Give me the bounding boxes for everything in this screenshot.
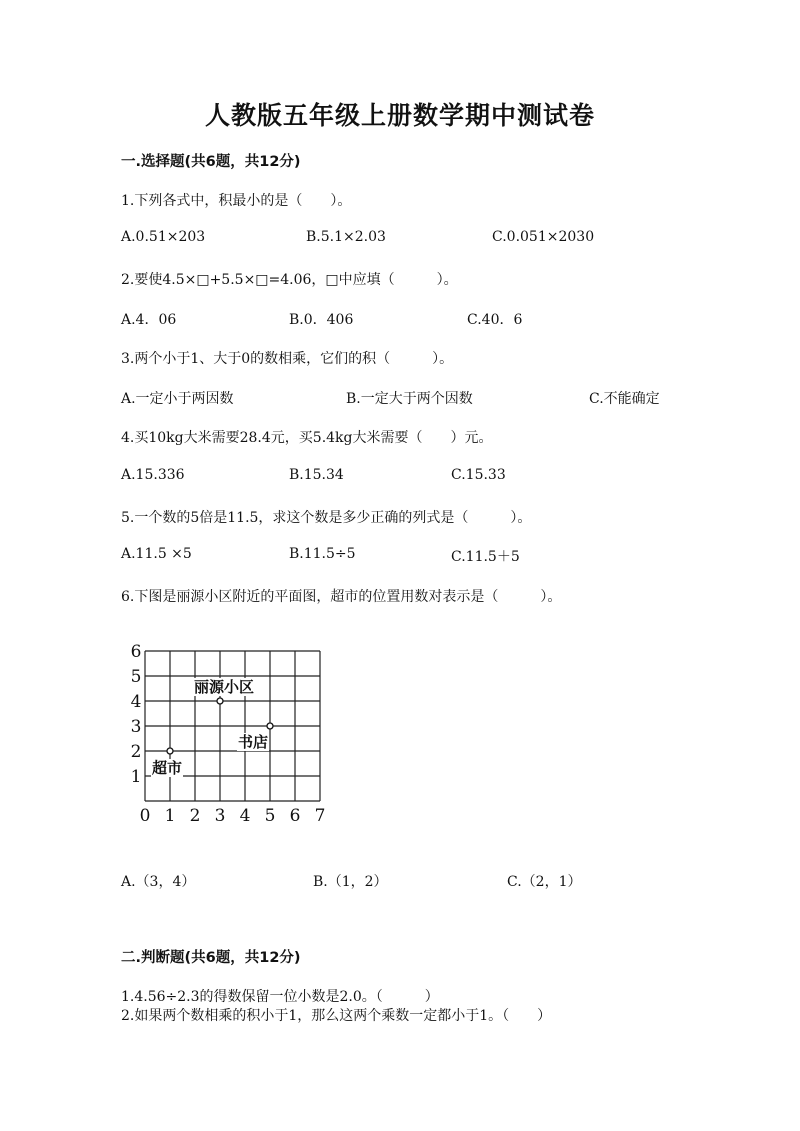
q1-option-c: C.0.051×2030 — [492, 229, 595, 245]
question-4: 4.买10kg大米需要28.4元，买5.4kg大米需要（ ）元。 — [121, 430, 493, 446]
judgement-question-2: 2.如果两个数相乘的积小于1，那么这两个乘数一定都小于1。（ ） — [121, 1008, 552, 1024]
place-label: 书店 — [238, 733, 269, 751]
question-3: 3.两个小于1、大于0的数相乘，它们的积（ ）。 — [121, 351, 454, 367]
location-map-grid — [120, 630, 350, 830]
x-axis-tick-label: 1 — [164, 806, 176, 826]
x-axis-tick-label: 2 — [189, 806, 201, 826]
question-1: 1.下列各式中，积最小的是（ ）。 — [121, 193, 352, 209]
question-2: 2.要使4.5×□+5.5×□=4.06，□中应填（ ）。 — [121, 272, 458, 288]
x-axis-tick-label: 4 — [239, 806, 251, 826]
q2-option-b: B.0．406 — [289, 312, 354, 328]
y-axis-tick-label: 4 — [130, 692, 142, 712]
place-label: 丽源小区 — [194, 678, 255, 696]
y-axis-tick-label: 1 — [130, 767, 142, 787]
q5-option-b: B.11.5÷5 — [289, 546, 356, 562]
q3-option-c: C.不能确定 — [589, 391, 660, 407]
x-axis-tick-label: 5 — [264, 806, 276, 826]
q3-option-b: B.一定大于两个因数 — [346, 391, 473, 407]
q6-option-a: A.（3，4） — [121, 874, 196, 890]
section-heading-choice: 一.选择题(共6题，共12分) — [121, 154, 301, 170]
q6-option-c: C.（2，1） — [507, 874, 582, 890]
y-axis-tick-label: 6 — [130, 642, 142, 662]
judgement-question-1: 1.4.56÷2.3的得数保留一位小数是2.0。（ ） — [121, 989, 439, 1005]
x-axis-tick-label: 3 — [214, 806, 226, 826]
place-point — [167, 748, 173, 754]
section-heading-judgement: 二.判断题(共6题，共12分) — [121, 950, 301, 966]
grid-lines — [145, 651, 320, 801]
q4-option-c: C.15.33 — [451, 467, 506, 483]
q2-option-a: A.4．06 — [121, 312, 177, 328]
y-axis-tick-label: 3 — [130, 717, 142, 737]
q6-option-b: B.（1，2） — [313, 874, 388, 890]
map-places — [151, 678, 273, 777]
place-point — [217, 698, 223, 704]
q5-option-c: C.11.5＋5 — [451, 549, 520, 565]
question-6: 6.下图是丽源小区附近的平面图，超市的位置用数对表示是（ ）。 — [121, 589, 562, 605]
q3-option-a: A.一定小于两因数 — [121, 391, 234, 407]
x-axis-tick-label: 0 — [139, 806, 151, 826]
place-point — [267, 723, 273, 729]
y-axis-tick-label: 5 — [130, 667, 142, 687]
page-title: 人教版五年级上册数学期中测试卷 — [204, 101, 595, 130]
q4-option-b: B.15.34 — [289, 467, 344, 483]
axis-labels — [131, 642, 326, 826]
x-axis-tick-label: 6 — [289, 806, 301, 826]
place-label: 超市 — [152, 759, 183, 777]
y-axis-tick-label: 2 — [130, 742, 142, 762]
x-axis-tick-label: 7 — [314, 806, 326, 826]
q1-option-b: B.5.1×2.03 — [306, 229, 386, 245]
q4-option-a: A.15.336 — [121, 467, 185, 483]
q1-option-a: A.0.51×203 — [121, 229, 206, 245]
question-5: 5.一个数的5倍是11.5，求这个数是多少正确的列式是（ ）。 — [121, 510, 532, 526]
q2-option-c: C.40．6 — [467, 312, 523, 328]
q5-option-a: A.11.5 ×5 — [121, 546, 192, 562]
